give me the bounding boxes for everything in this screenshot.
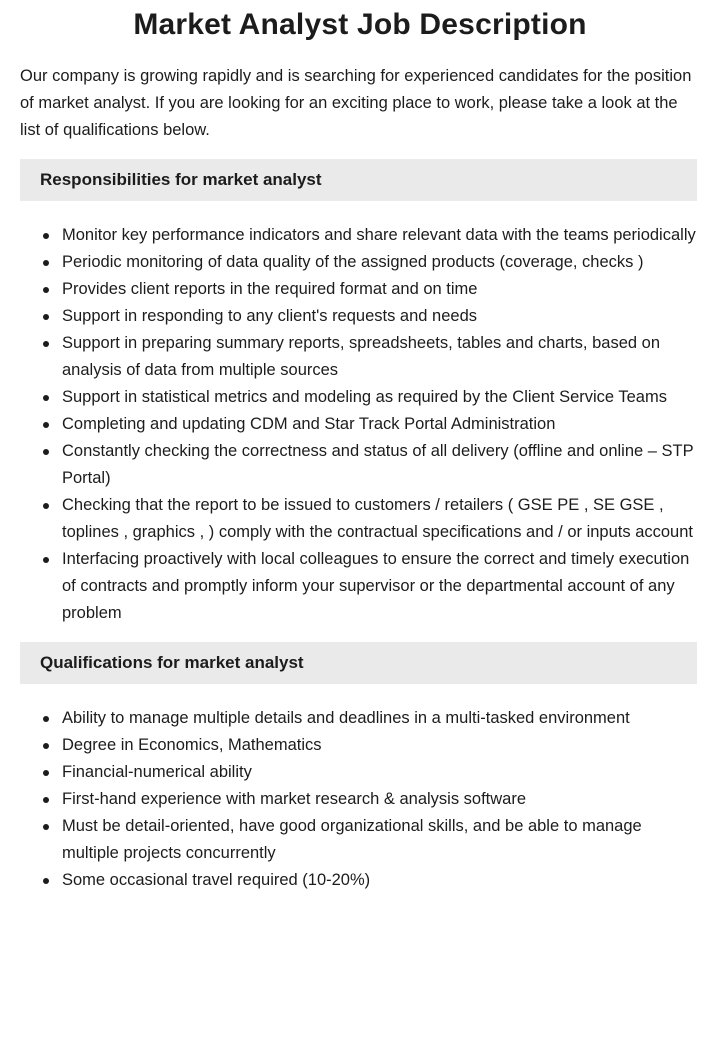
- list-item: Financial-numerical ability: [62, 759, 697, 786]
- qualifications-list: [0, 705, 697, 894]
- page-title: Market Analyst Job Description: [133, 8, 587, 41]
- responsibilities-list: [0, 222, 697, 627]
- list-item: Support in preparing summary reports, spreadsheets, tables and charts, based on analysis of data from multiple sources: [62, 330, 697, 384]
- list-item: Ability to manage multiple details and deadlines in a multi-tasked environment: [62, 705, 697, 732]
- section-heading-responsibilities: Responsibilities for market analyst: [40, 170, 322, 189]
- list-item: Completing and updating CDM and Star Track Portal Administration: [62, 411, 697, 438]
- list-item: Monitor key performance indicators and share relevant data with the teams periodically: [62, 222, 697, 249]
- section-heading-qualifications: Qualifications for market analyst: [40, 653, 304, 672]
- list-item: Must be detail-oriented, have good organizational skills, and be able to manage multiple projects concurrently: [62, 813, 697, 867]
- list-item: Provides client reports in the required format and on time: [62, 276, 697, 303]
- list-item: Some occasional travel required (10-20%): [62, 867, 697, 894]
- section-header-qualifications: [20, 642, 697, 684]
- list-item: Degree in Economics, Mathematics: [62, 732, 697, 759]
- list-item: Periodic monitoring of data quality of the assigned products (coverage, checks ): [62, 249, 697, 276]
- list-item: Checking that the report to be issued to customers / retailers ( GSE PE , SE GSE , toplines , graphics , ) comply with the contractual specifications and / or inputs account: [62, 492, 697, 546]
- list-item: First-hand experience with market research & analysis software: [62, 786, 697, 813]
- list-item: Interfacing proactively with local colleagues to ensure the correct and timely execution of contracts and promptly inform your supervisor or the departmental account of any problem: [62, 546, 697, 627]
- intro-paragraph: Our company is growing rapidly and is searching for experienced candidates for the position of market analyst. If you are looking for an exciting place to work, please take a look at the list of qualifications below.: [20, 67, 692, 139]
- list-item: Support in statistical metrics and modeling as required by the Client Service Teams: [62, 384, 697, 411]
- section-header-responsibilities: [20, 159, 697, 201]
- list-item: Support in responding to any client's requests and needs: [62, 303, 697, 330]
- list-item: Constantly checking the correctness and status of all delivery (offline and online – STP Portal): [62, 438, 697, 492]
